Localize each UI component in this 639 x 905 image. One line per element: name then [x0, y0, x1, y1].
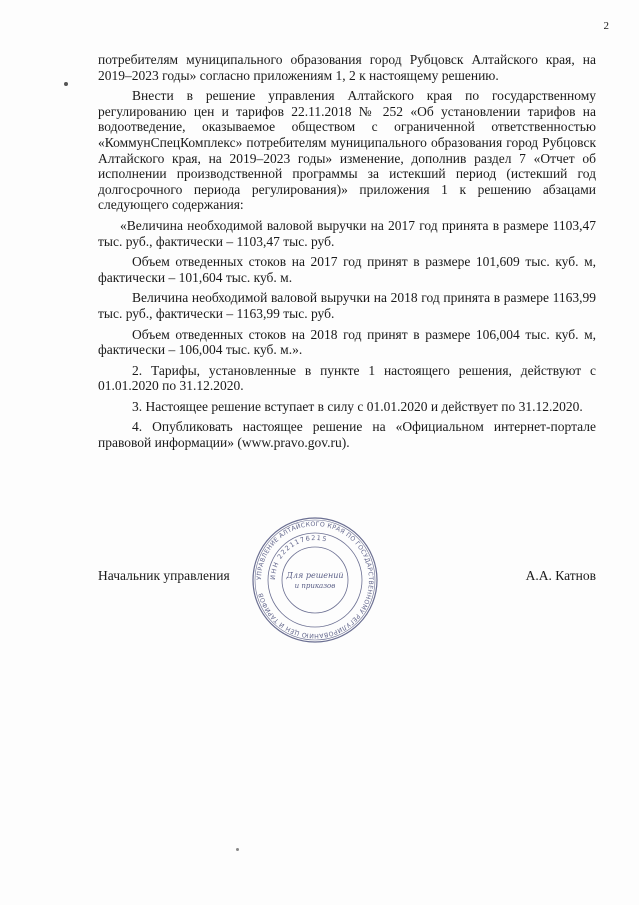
paragraph-amendment: Внести в решение управления Алтайского края по государственному регулированию цен и тарифов 22.11.2018 № 252 «Об установлении тарифов на водоотведение, оказываемое обществом с ограниченной ответственностью «КоммунСпецКомплекс» потребителям муниципального образования город Рубцовск Алтайского края, на 2019–2023 годы» изменение, дополнив раздел 7 «Отчет об исполнении производственной программы за истекший период (истекший год долгосрочного периода регулирования)» приложения 1 к решению абзацами следующего содержания: [98, 88, 596, 213]
paragraph-revenue-2018: Величина необходимой валовой выручки на 2018 год принята в размере 1163,99 тыс. руб., фактически – 1163,99 тыс. руб. [98, 290, 596, 321]
page-number: 2 [603, 20, 609, 32]
paragraph-revenue-2017: «Величина необходимой валовой выручки на 2017 год принята в размере 1103,47 тыс. руб., фактически – 1103,47 тыс. руб. [98, 217, 596, 249]
margin-mark [64, 82, 68, 86]
scan-speck [236, 848, 239, 851]
paragraph-volume-2018: Объем отведенных стоков на 2018 год принят в размере 106,004 тыс. куб. м, фактически – 106,004 тыс. куб. м.». [98, 326, 596, 358]
official-seal [250, 515, 380, 645]
paragraph-item-2: 2. Тарифы, установленные в пункте 1 настоящего решения, действуют с 01.01.2020 по 31.12.2020. [98, 362, 596, 394]
paragraph-continuation: потребителям муниципального образования город Рубцовск Алтайского края, на 2019–2023 годы» согласно приложениям 1, 2 к настоящему решению. [98, 52, 596, 83]
seal-inn-text: ИНН 2221176215 [268, 533, 329, 581]
seal-center-line1: Для решений [286, 571, 344, 580]
signature-title: Начальник управления [98, 568, 230, 583]
document-body [98, 52, 596, 456]
paragraph-item-3: 3. Настоящее решение вступает в силу с 01.01.2020 и действует по 31.12.2020. [132, 398, 583, 414]
signature-name: А.А. Катнов [525, 568, 596, 583]
seal-center-line2: и приказов [294, 582, 336, 590]
paragraph-item-4: 4. Опубликовать настоящее решение на «Официальном интернет-портале правовой информации» (www.pravo.gov.ru). [98, 419, 596, 451]
paragraph-volume-2017: Объем отведенных стоков на 2017 год принят в размере 101,609 тыс. куб. м, фактически – 101,604 тыс. куб. м. [98, 254, 596, 285]
seal-outer-text: УПРАВЛЕНИЕ АЛТАЙСКОГО КРАЯ ПО ГОСУДАРСТВЕННОМУ РЕГУЛИРОВАНИЮ ЦЕН И ТАРИФОВ [255, 520, 375, 640]
